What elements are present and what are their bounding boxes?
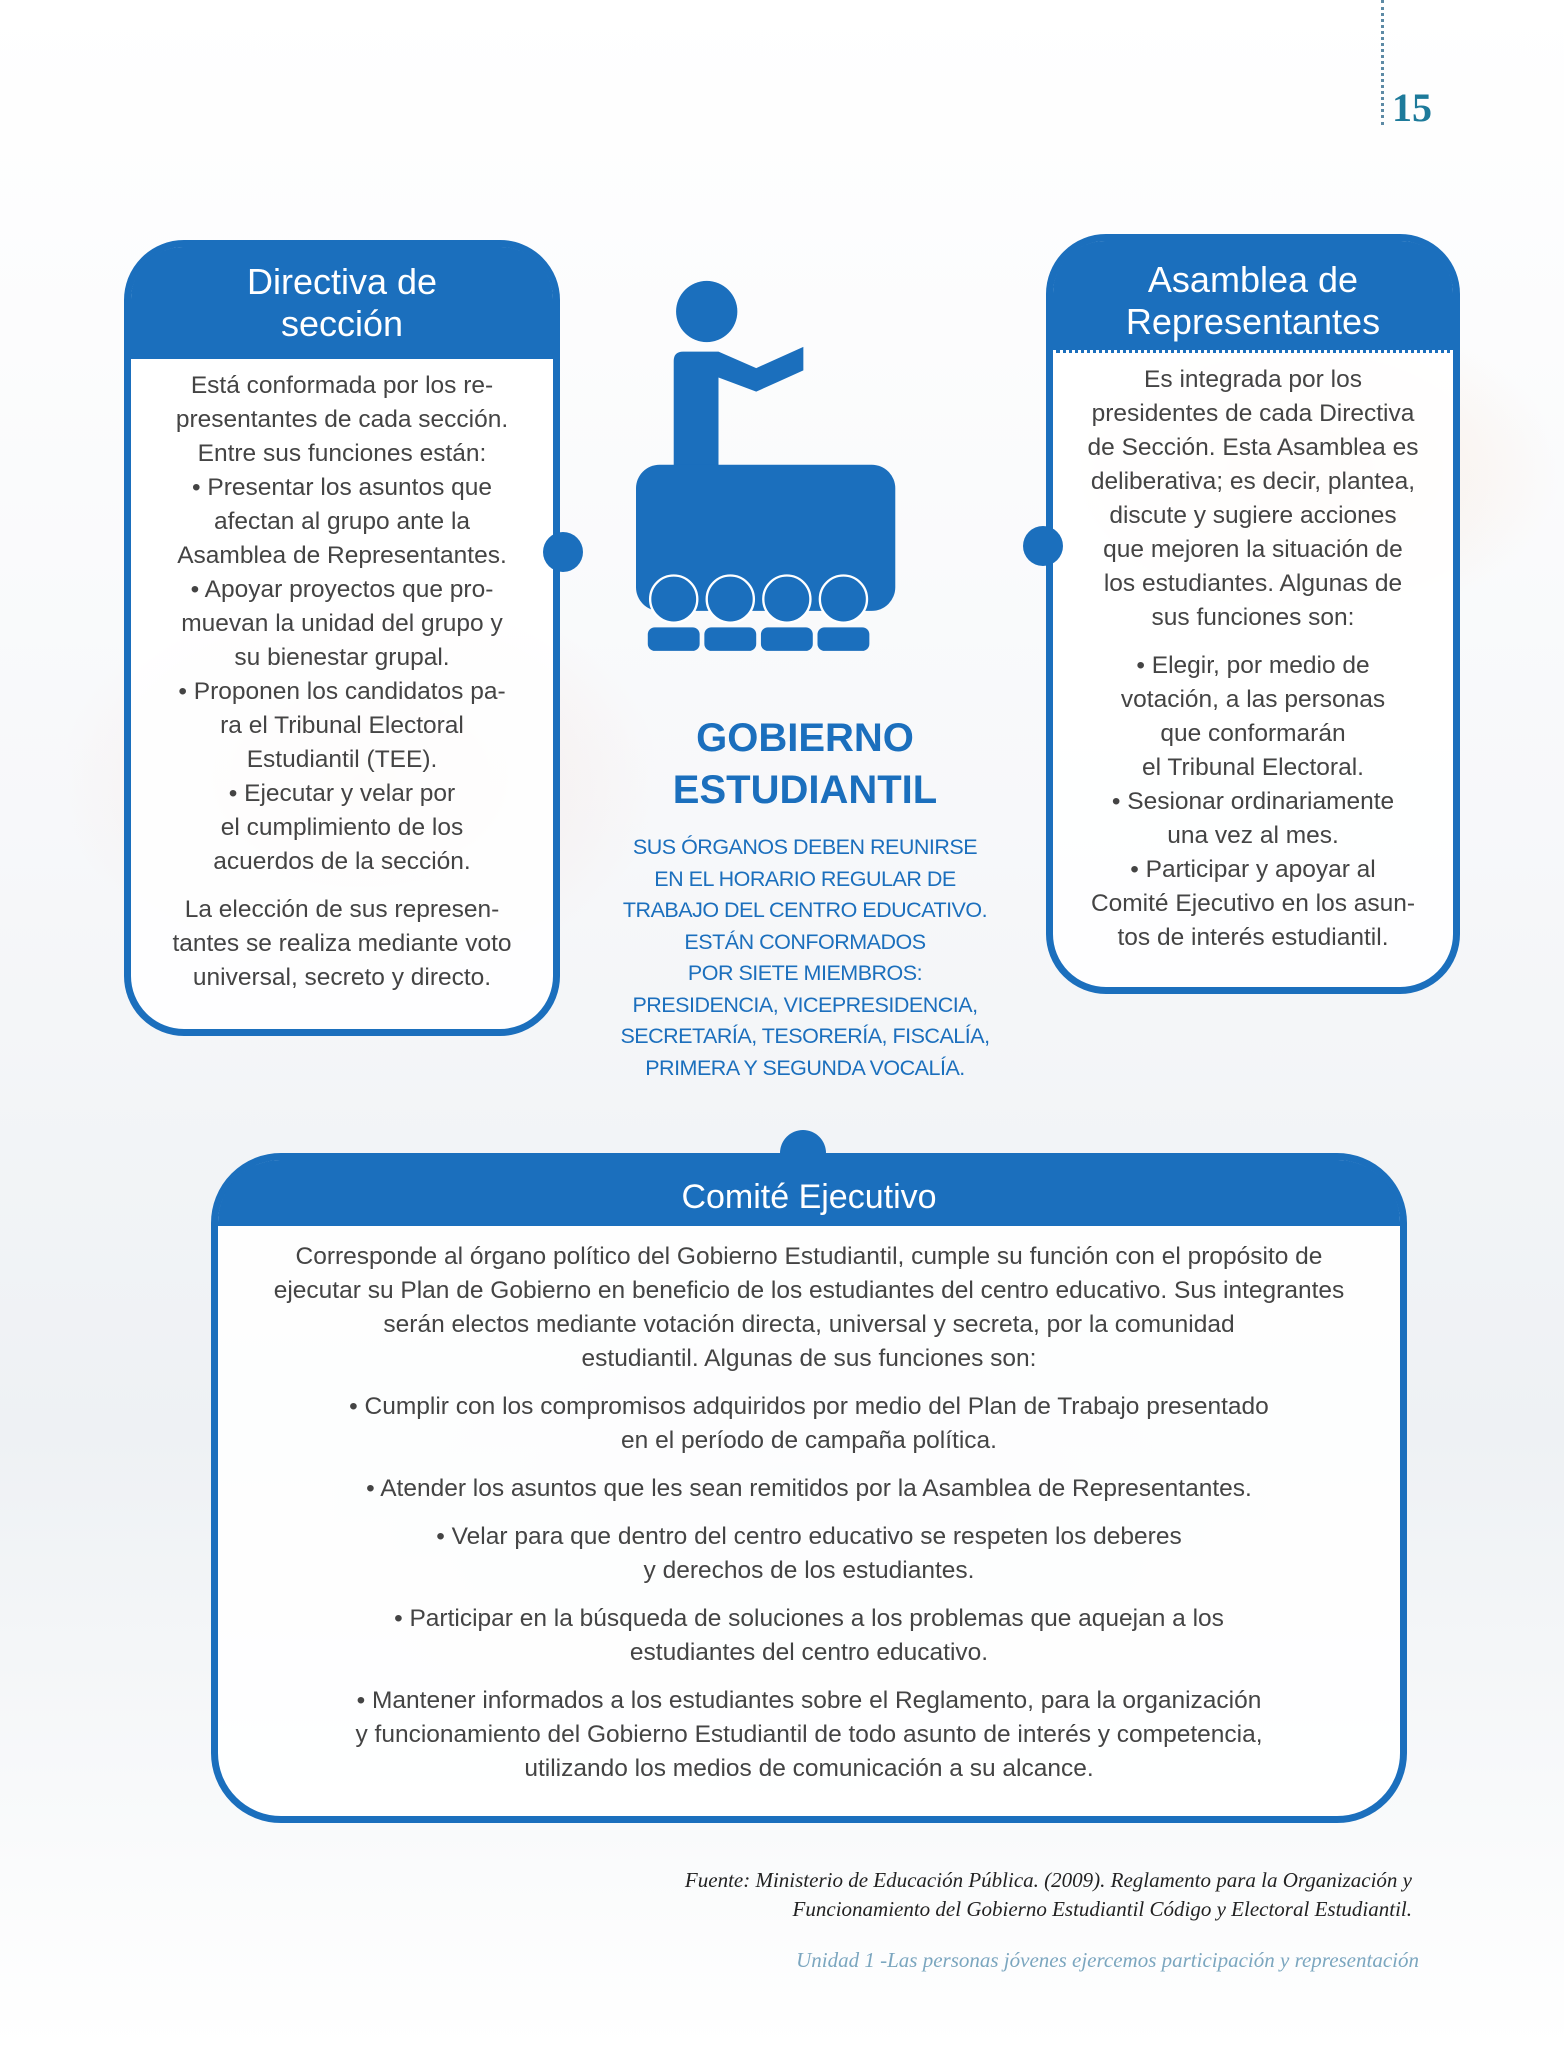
text-line: • Participar en la búsqueda de soluciones a los problemas que aquejan a los [394,1605,1224,1632]
text-line: • Sesionar ordinariamente [1111,788,1395,815]
text-line: estudiantil. Algunas de sus funciones son: [581,1345,1037,1372]
box-body [131,359,553,995]
box-body [1053,353,1453,955]
directiva-de-seccion-box [124,240,560,1036]
text-line: de Sección. Esta Asamblea es [1087,434,1419,461]
text-line: afectan al grupo ante la [213,508,471,535]
text-line: y funcionamiento del Gobierno Estudiantil de todo asunto de interés y competencia, [355,1721,1263,1748]
text-line: acuerdos de la sección. [213,848,471,875]
text-line: ejecutar su Plan de Gobierno en beneficio de los estudiantes del centro educativo. Sus integrantes [273,1277,1345,1304]
spacer [218,1588,1400,1602]
text-line: que conformarán [1160,720,1346,747]
text-line: • Cumplir con los compromisos adquiridos por medio del Plan de Trabajo presentado [349,1393,1269,1420]
text-line: Comité Ejecutivo en los asun- [1090,890,1416,917]
text-line: el cumplimiento de los [220,814,464,841]
text-line: • Elegir, por medio de [1136,652,1370,679]
text-line: • Proponen los candidatos pa- [178,678,506,705]
text-line: PRESIDENCIA, VICEPRESIDENCIA, [632,992,978,1017]
text-line: • Velar para que dentro del centro educativo se respeten los deberes [436,1523,1182,1550]
text-line: en el período de campaña política. [621,1427,997,1454]
text-line: serán electos mediante votación directa, universal y secreta, por la comunidad [383,1311,1235,1338]
text-line: tos de interés estudiantil. [1117,924,1389,951]
text-line: utilizando los medios de comunicación a su alcance. [524,1755,1094,1782]
title-line: ESTUDIANTIL [672,768,938,812]
presenter-audience-icon [636,240,966,680]
text-line: Corresponde al órgano político del Gobierno Estudiantil, cumple su función con el propósito de [295,1243,1323,1270]
asamblea-de-representantes-box [1046,234,1460,994]
spacer [218,1670,1400,1684]
spacer [1053,635,1453,649]
text-line: EN EL HORARIO REGULAR DE [654,866,956,891]
text-line: tantes se realiza mediante voto [172,930,512,957]
text-line: presidentes de cada Directiva [1091,400,1415,427]
text-line: La elección de sus represen- [184,896,500,923]
title-line: Directiva de [246,261,438,302]
text-line: sus funciones son: [1151,604,1355,631]
text-line: presentantes de cada sección. [175,406,509,433]
page-number: 15 [1392,85,1432,130]
gobierno-description [580,832,1030,1084]
text-line: PRIMERA Y SEGUNDA VOCALÍA. [645,1055,965,1080]
comite-ejecutivo-box [211,1153,1407,1823]
text-line: estudiantes del centro educativo. [629,1639,989,1666]
box-title [131,247,553,359]
text-line: deliberativa; es decir, plantea, [1090,468,1416,495]
gobierno-estudiantil-title [590,712,1020,816]
text-line: ra el Tribunal Electoral [220,712,464,739]
title-line: Asamblea de [1147,259,1359,300]
dotted-margin-line [1381,0,1384,125]
spacer [218,1506,1400,1520]
text-line: su bienestar grupal. [234,644,450,671]
text-line: • Presentar los asuntos que [191,474,493,501]
text-line: muevan la unidad del grupo y [181,610,503,637]
title-line: GOBIERNO [696,716,914,760]
box-title [1053,241,1453,353]
citation-line: Funcionamiento del Gobierno Estudiantil Código y Electoral Estudiantil. [792,1897,1412,1921]
text-line: que mejoren la situación de [1103,536,1403,563]
connector-bump [1023,526,1063,566]
connector-bump [543,532,583,572]
text-line: • Atender los asuntos que les sean remitidos por la Asamblea de Representantes. [366,1475,1252,1502]
text-line: una vez al mes. [1167,822,1339,849]
source-citation [685,1866,1412,1924]
box-body [218,1226,1400,1786]
box-title: Comité Ejecutivo [218,1160,1400,1226]
text-line: los estudiantes. Algunas de [1103,570,1403,597]
text-line: y derechos de los estudiantes. [643,1557,975,1584]
text-line: Es integrada por los [1144,366,1362,393]
text-line: SECRETARÍA, TESORERÍA, FISCALÍA, [620,1024,990,1048]
text-line: universal, secreto y directo. [192,964,492,991]
citation-line: Fuente: Ministerio de Educación Pública. (2009). Reglamento para la Organización y [684,1868,1412,1892]
text-line: ESTÁN CONFORMADOS [684,929,926,954]
text-line: Entre sus funciones están: [197,440,487,467]
text-line: Asamblea de Representantes. [177,542,507,569]
text-line: • Mantener informados a los estudiantes sobre el Reglamento, para la organización [356,1687,1262,1714]
text-line: • Participar y apoyar al [1130,856,1376,883]
text-line: SUS ÓRGANOS DEBEN REUNIRSE [632,835,978,859]
spacer [218,1458,1400,1472]
text-line: discute y sugiere acciones [1109,502,1397,529]
text-line: • Apoyar proyectos que pro- [190,576,494,603]
unit-footer: Unidad 1 -Las personas jóvenes ejercemos participación y representación [796,1948,1419,1972]
spacer [218,1376,1400,1390]
text-line: POR SIETE MIEMBROS: [687,961,923,985]
spacer [131,879,553,893]
text-line: TRABAJO DEL CENTRO EDUCATIVO. [622,898,988,922]
text-line: votación, a las personas [1120,686,1386,713]
text-line: el Tribunal Electoral. [1142,754,1364,781]
text-line: Está conformada por los re- [190,372,494,399]
text-line: • Ejecutar y velar por [228,780,456,807]
title-line: sección [280,303,404,344]
title-line: Representantes [1125,301,1381,342]
text-line: Estudiantil (TEE). [246,746,438,773]
